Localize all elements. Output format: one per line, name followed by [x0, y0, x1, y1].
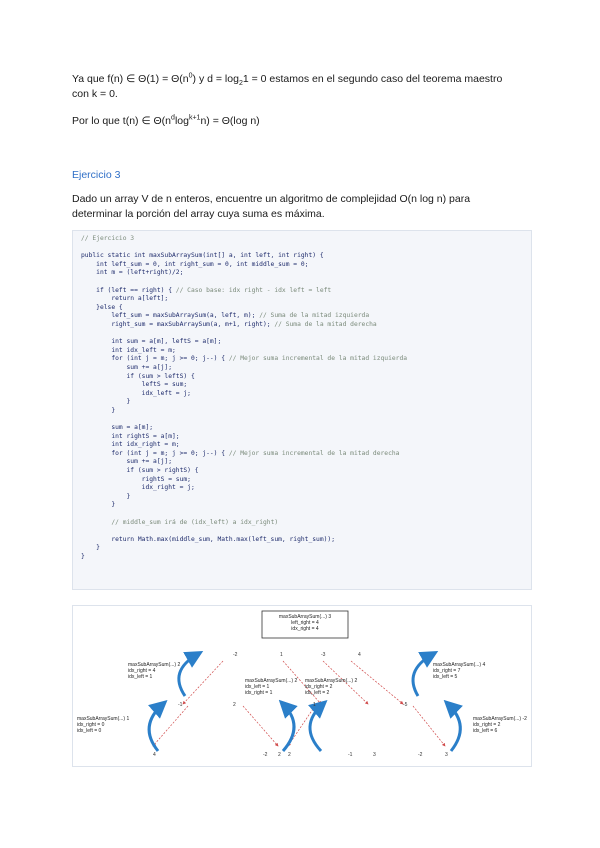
- node-right-mid: maxSubArraySum(...) 4 idx_right = 7 idx_left = 5: [433, 662, 486, 680]
- diagram-value: -1: [178, 702, 183, 708]
- node-left-low: maxSubArraySum(...) 1 idx_right = 0 idx_left = 0: [77, 716, 130, 734]
- diagram-value: 2: [288, 752, 291, 758]
- code-line: int m = (left+right)/2;: [81, 269, 184, 277]
- code-line: if (sum > rightS) {: [81, 467, 199, 475]
- recursion-diagram: [72, 605, 532, 767]
- code-line: sum = a[m];: [81, 424, 154, 432]
- code-line: return Math.max(middle_sum, Math.max(left_sum, right_sum));: [81, 535, 336, 543]
- diagram-value: 4: [153, 752, 156, 758]
- diagram-value: -2: [418, 752, 423, 758]
- code-line: int rightS = a[m];: [81, 432, 180, 440]
- code-line: // Ejercicio 3: [81, 235, 135, 242]
- paragraph-master-theorem: Ya que f(n) ∈ $\Theta(1) = \Theta(n^0)$ y $d = \log_21 = 0$ estamos en el segundo caso del teorema maestro con k = 0.: [72, 72, 503, 100]
- code-line: int sum = a[m], leftS = a[m];: [81, 338, 222, 346]
- code-listing: [73, 231, 531, 566]
- code-line: for (int j = m; j >= 0; j--) { // Mejor suma incremental de la mitad derecha: [81, 449, 400, 457]
- code-line: for (int j = m; j >= 0; j--) { // Mejor suma incremental de la mitad izquierda: [81, 355, 408, 363]
- code-line: int left_sum = 0, int right_sum = 0, int middle_sum = 0;: [81, 260, 309, 268]
- code-line: }: [81, 544, 100, 552]
- return-arrow-c2: [310, 704, 323, 751]
- code-line: }: [81, 552, 85, 560]
- code-line: sum += a[j];: [81, 363, 172, 371]
- code-line: }else {: [81, 303, 123, 311]
- diagram-value: 3: [445, 752, 448, 758]
- code-line: }: [81, 398, 131, 406]
- node-right-low: maxSubArraySum(...) -2 idx_right = 2 idx_left = 6: [473, 716, 527, 734]
- diagram-value: -5: [403, 702, 408, 708]
- code-line: leftS = sum;: [81, 381, 188, 389]
- code-line: // middle_sum irá de (idx_left) a idx_right): [111, 518, 279, 526]
- code-line: int idx_left = m;: [81, 346, 176, 354]
- code-line: right_sum = maxSubArraySum(a, m+1, right); // Suma de la mitad derecha: [81, 320, 377, 328]
- code-line: return a[left];: [81, 295, 169, 303]
- edge-root-left: [183, 661, 223, 704]
- diagram-value: 2: [233, 702, 236, 708]
- code-line: sum += a[j];: [81, 458, 172, 466]
- code-block: [72, 230, 532, 590]
- code-line: idx_left = j;: [81, 389, 191, 397]
- code-line: int idx_right = m;: [81, 441, 180, 449]
- diagram-value: -2: [263, 752, 268, 758]
- code-line: if (left == right) { // Caso base: idx right - idx left = left: [81, 286, 332, 294]
- diagram-value: 3: [373, 752, 376, 758]
- code-line: if (sum > leftS) {: [81, 372, 195, 380]
- edge-c1: [243, 706, 278, 746]
- diagram-value: 2: [278, 752, 281, 758]
- diagram-value: 1: [280, 652, 283, 658]
- edge-root-right: [351, 661, 403, 704]
- diagram-value: -3: [321, 652, 326, 658]
- diagram-value: -1: [348, 752, 353, 758]
- code-line: rightS = sum;: [81, 475, 191, 483]
- code-line: public static int maxSubArraySum(int[] a, int left, int right) {: [81, 252, 324, 260]
- return-arrow-rightlow: [448, 704, 460, 751]
- exercise-statement: Dado un array V de n enteros, encuentre un algoritmo de complejidad O(n log n) para determinar la porción del array cuya suma es máxima.: [72, 193, 471, 220]
- code-line: }: [81, 406, 116, 414]
- diagram-values: [153, 652, 448, 758]
- code-line: }: [81, 501, 116, 509]
- code-line: left_sum = maxSubArraySum(a, left, m); // Suma de la mitad izquierda: [81, 312, 370, 320]
- node-c2: maxSubArraySum(...) 2 idx_right = 2 idx_left = 2: [305, 678, 358, 696]
- node-c1: maxSubArraySum(...) 2 idx_left = 1 idx_right = 1: [245, 678, 298, 696]
- node-root: maxSubArraySum(...) 3 left_right = 4 idx_right = 4: [278, 614, 332, 632]
- exercise-heading: Ejercicio 3: [72, 169, 121, 181]
- return-arrow-c1: [283, 704, 294, 751]
- return-arrow-left: [179, 654, 198, 696]
- diagram-value: -2: [233, 652, 238, 658]
- paragraph-conclusion: Por lo que t(n) ∈ $\Theta(n^d\log^{k+1}n) = \Theta(\log$ n): [72, 114, 260, 127]
- code-line: idx_right = j;: [81, 484, 195, 492]
- return-arrow-leftlow: [149, 704, 163, 751]
- diagram-value: 1: [313, 702, 316, 708]
- edge-left-low: [153, 706, 188, 746]
- node-left-mid: maxSubArraySum(...) 2 idx_right = 4 idx_left = 1: [128, 662, 181, 680]
- code-line: }: [81, 492, 131, 500]
- return-arrow-right: [413, 654, 433, 696]
- edge-right-low: [413, 706, 445, 746]
- diagram-value: 4: [358, 652, 361, 658]
